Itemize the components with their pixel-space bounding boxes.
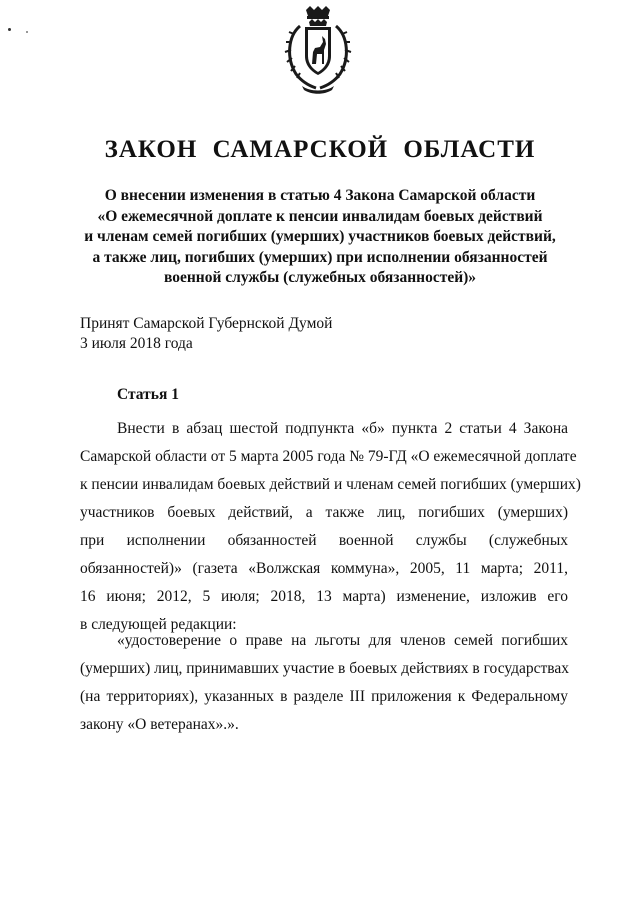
subtitle-line: «О ежемесячной доплате к пенсии инвалидам боевых действий xyxy=(97,207,543,225)
scan-speck xyxy=(26,31,28,33)
amendment-quote xyxy=(80,627,568,739)
subtitle-line: военной службы (служебных обязанностей)» xyxy=(163,269,477,286)
article-paragraph xyxy=(80,415,581,639)
paragraph-line: закону «О ветеранах».». xyxy=(80,716,239,733)
paragraph-line: (на территориях), указанных в разделе III приложения к Федеральному xyxy=(80,688,568,705)
paragraph-line: к пенсии инвалидам боевых действий и членам семей погибших (умерших) xyxy=(80,476,581,493)
paragraph-line: (умерших) лиц, принимавших участие в боевых действиях в государствах xyxy=(80,660,570,677)
samara-coat-of-arms-icon xyxy=(282,6,354,96)
paragraph-line: 16 июня; 2012, 5 июля; 2018, 13 марта) изменение, изложив его xyxy=(80,588,568,605)
paragraph-line: в следующей редакции: xyxy=(80,616,237,633)
paragraph-line: «удостоверение о праве на льготы для членов семей погибших xyxy=(117,632,568,649)
paragraph-line: Внести в абзац шестой подпункта «б» пункта 2 статьи 4 Закона xyxy=(117,420,568,437)
article-title: Статья 1 xyxy=(117,386,179,403)
scan-speck xyxy=(8,28,11,31)
paragraph-line: Самарской области от 5 марта 2005 года № 79-ГД «О ежемесячной доплате xyxy=(80,448,577,465)
adopted-date: 3 июля 2018 года xyxy=(80,335,193,352)
paragraph-line: обязанностей)» (газета «Волжская коммуна», 2005, 11 марта; 2011, xyxy=(80,560,568,577)
paragraph-line: при исполнении обязанностей военной службы (служебных xyxy=(80,532,568,549)
adopted-by: Принят Самарской Губернской Думой xyxy=(80,315,333,332)
paragraph-line: участников боевых действий, а также лиц, погибших (умерших) xyxy=(80,504,568,521)
subtitle-line: О внесении изменения в статью 4 Закона Самарской области xyxy=(104,187,536,204)
law-subtitle xyxy=(70,186,570,289)
adoption-info xyxy=(80,314,332,354)
subtitle-line: а также лиц, погибших (умерших) при исполнении обязанностей xyxy=(92,248,548,266)
subtitle-line: и членам семей погибших (умерших) участников боевых действий, xyxy=(84,228,556,245)
law-title: ЗАКОН САМАРСКОЙ ОБЛАСТИ xyxy=(104,136,536,163)
